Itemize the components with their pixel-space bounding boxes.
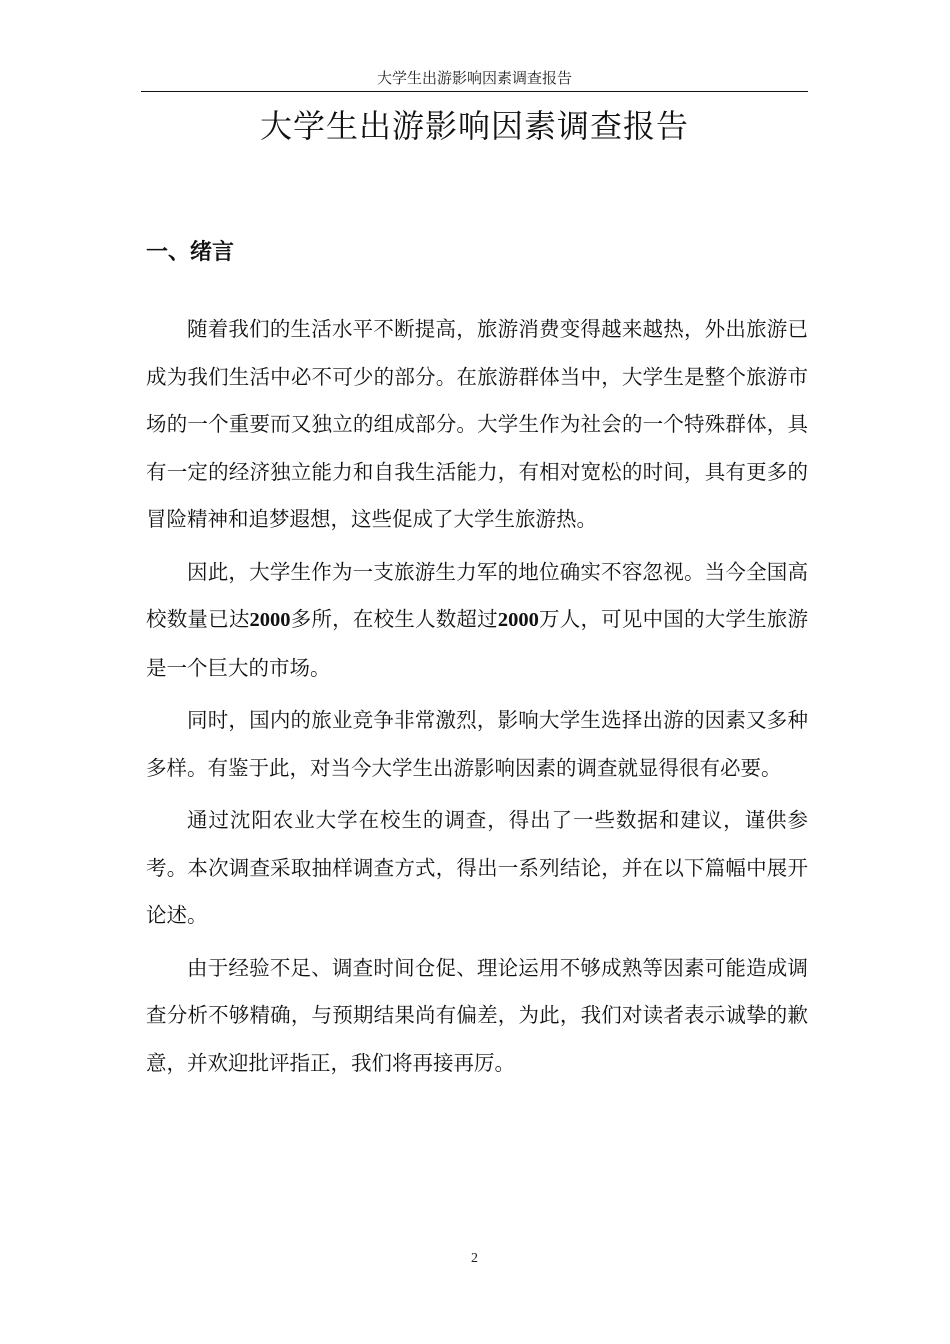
student-count-value: 2000	[497, 609, 539, 631]
paragraph-5: 由于经验不足、调查时间仓促、理论运用不够成熟等因素可能造成调查分析不够精确，与预期结果尚有偏差，为此，我们对读者表示诚挚的歉意，并欢迎批评指正，我们将再接再厉。	[146, 955, 808, 1075]
paragraph-4: 通过沈阳农业大学在校生的调查，得出了一些数据和建议，谨供参考。本次调查采取抽样调查方式，得出一系列结论，并在以下篇幅中展开论述。	[146, 808, 808, 927]
paragraph-2-part-1: 因此，大学生作为一支旅游生力军的地位确实不容忽视。当今全国高校数量已达	[146, 559, 808, 631]
paragraph-1: 随着我们的生活水平不断提高，旅游消费变得越来越热，外出旅游已成为我们生活中必不可少的部分。在旅游群体当中，大学生是整个旅游市场的一个重要而又独立的组成部分。大学生作为社会的一个特殊群体，具有一定的经济独立能力和自我生活能力，有相对宽松的时间，具有更多的冒险精神和追梦遐想，这些促成了大学生旅游热。	[146, 317, 808, 531]
school-count-value: 2000	[249, 609, 291, 631]
running-header: 大学生出游影响因素调查报告	[376, 69, 572, 87]
paragraph-3: 同时，国内的旅业竞争非常激烈，影响大学生选择出游的因素又多种多样。有鉴于此，对当今大学生出游影响因素的调查就显得很有必要。	[146, 708, 808, 780]
paragraph-2-part-3: 万人，可见中国的大学生旅游是一个巨大的市场。	[146, 607, 809, 680]
paragraph-2-part-2: 多所，在校生人数超过	[290, 607, 498, 631]
page-number: 2	[471, 1251, 478, 1266]
document-title: 大学生出游影响因素调查报告	[259, 107, 689, 145]
body-text	[146, 306, 808, 1092]
header-rule	[141, 91, 808, 92]
section-heading: 一、绪言	[146, 240, 235, 265]
paragraph-2	[146, 549, 808, 693]
